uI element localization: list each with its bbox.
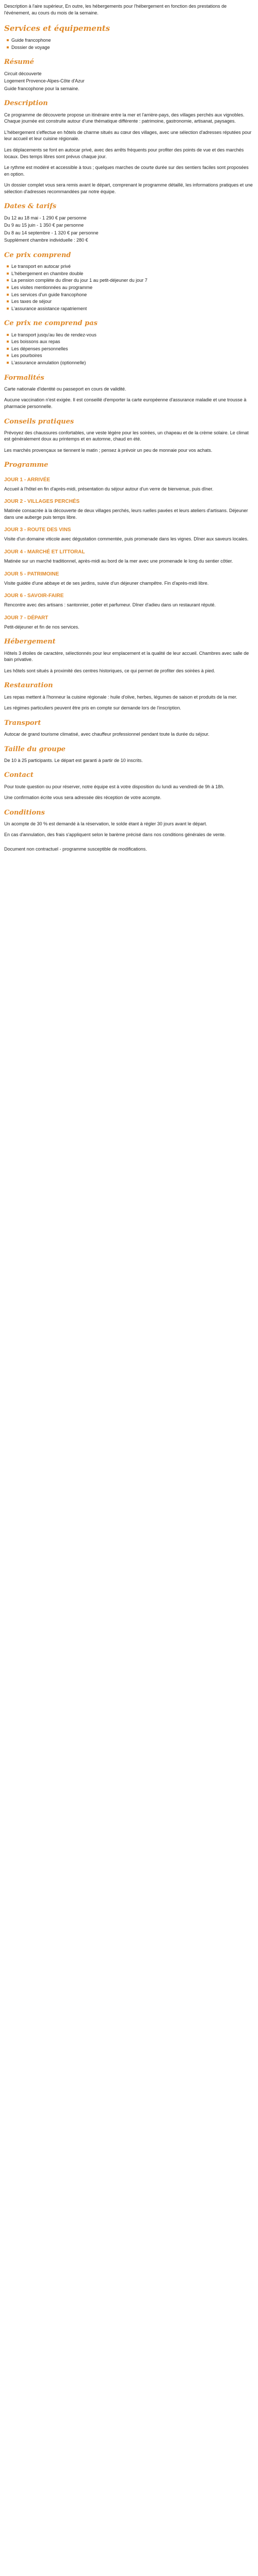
dates-title: Dates & tarifs xyxy=(4,202,57,211)
day-heading: JOUR 5 - PATRIMOINE xyxy=(4,571,59,577)
paragraph: Le rythme est modéré et accessible à tous ; quelques marches de courte durée sur des sentiers faciles sont proposées en option. xyxy=(4,165,249,177)
programme-title: Programme xyxy=(4,461,49,469)
day-heading: JOUR 7 - DÉPART xyxy=(4,615,49,621)
list-item: Le transport jusqu'au lieu de rendez-vous xyxy=(11,332,254,338)
paragraph: Ce programme de découverte propose un itinéraire entre la mer et l'arrière-pays, des villages perchés aux vignobles. Chaque journée est construite autour d'une thématique différente : patrimoine, gastronomie, artisanat, paysages. xyxy=(4,112,245,124)
day-text: Visite d'un domaine viticole avec dégustation commentée, puis promenade dans les vignes. Dîner aux saveurs locales. xyxy=(4,536,249,542)
paragraph: Du 9 au 15 juin - 1 350 € par personne xyxy=(4,223,84,228)
paragraph: Pour toute question ou pour réserver, notre équipe est à votre disposition du lundi au vendredi de 9h à 18h. xyxy=(4,784,224,789)
day-heading: JOUR 3 - ROUTE DES VINS xyxy=(4,527,71,533)
paragraph: De 10 à 25 participants. Le départ est garanti à partir de 10 inscrits. xyxy=(4,757,143,763)
list-item: Les boissons aux repas xyxy=(11,338,254,345)
list-item: La pension complète du dîner du jour 1 au petit-déjeuner du jour 7 xyxy=(11,277,254,284)
list-item: Les taxes de séjour xyxy=(11,298,254,305)
description-title: Description xyxy=(4,99,48,108)
day-heading: JOUR 6 - SAVOIR-FAIRE xyxy=(4,593,64,599)
paragraph: Hôtels 3 étoiles de caractère, sélectionnés pour leur emplacement et la qualité de leur accueil. Chambres avec salle de bain privative. xyxy=(4,650,249,663)
paragraph: Autocar de grand tourisme climatisé, avec chauffeur professionnel pendant toute la durée du séjour. xyxy=(4,731,209,737)
compris-title: Ce prix comprend xyxy=(4,251,71,260)
paragraph: Guide francophone pour la semaine. xyxy=(4,86,79,91)
day-text: Matinée sur un marché traditionnel, après-midi au bord de la mer avec une promenade le long du sentier côtier. xyxy=(4,558,233,564)
paragraph: Prévoyez des chaussures confortables, une veste légère pour les soirées, un chapeau et de la crème solaire. Le climat est généralement doux au printemps et en automne, chaud en été. xyxy=(4,430,249,442)
services-title: Services et équipements xyxy=(4,24,110,33)
day-text: Accueil à l'hôtel en fin d'après-midi, présentation du séjour autour d'un verre de bienvenue, puis dîner. xyxy=(4,486,214,492)
list-item: Le transport en autocar privé xyxy=(11,263,254,270)
formalites-title: Formalités xyxy=(4,374,44,382)
list-item: Les visites mentionnées au programme xyxy=(11,284,254,291)
paragraph: Supplément chambre individuelle : 280 € xyxy=(4,238,88,243)
bienvenue-title: Résumé xyxy=(4,58,34,66)
page xyxy=(0,0,258,862)
restauration-title: Restauration xyxy=(4,682,53,690)
conseils-title: Conseils pratiques xyxy=(4,417,74,426)
list-item: L'assurance annulation (optionnelle) xyxy=(11,360,254,366)
day-heading: JOUR 4 - MARCHÉ ET LITTORAL xyxy=(4,549,85,555)
noncompris-list xyxy=(4,332,254,366)
list-item: Dossier de voyage xyxy=(11,44,254,51)
day-text: Petit-déjeuner et fin de nos services. xyxy=(4,624,79,630)
paragraph: Aucune vaccination n'est exigée. Il est conseillé d'emporter la carte européenne d'assurance maladie et une trousse à pharmacie personnelle. xyxy=(4,397,247,409)
paragraph: En cas d'annulation, des frais s'appliquent selon le barème précisé dans nos conditions générales de vente. xyxy=(4,832,226,838)
paragraph: Du 12 au 18 mai - 1 290 € par personne xyxy=(4,215,87,221)
day-text: Matinée consacrée à la découverte de deux villages perchés, leurs ruelles pavées et leurs ateliers d'artisans. Déjeuner dans une auberge puis temps libre. xyxy=(4,508,248,520)
paragraph: Un dossier complet vous sera remis avant le départ, comprenant le programme détaillé, les informations pratiques et une sélection d'adresses recommandées par notre équipe. xyxy=(4,182,253,194)
paragraph: Un acompte de 30 % est demandé à la réservation, le solde étant à régler 30 jours avant le départ. xyxy=(4,821,207,826)
day-text: Visite guidée d'une abbaye et de ses jardins, suivie d'un déjeuner champêtre. Fin d'après-midi libre. xyxy=(4,580,209,586)
noncompris-title: Ce prix ne comprend pas xyxy=(4,319,98,328)
paragraph: Logement Provence-Alpes-Côte d'Azur xyxy=(4,78,85,84)
list-item: Les pourboires xyxy=(11,352,254,359)
paragraph: Les déplacements se font en autocar privé, avec des arrêts fréquents pour profiter des points de vue et des marchés locaux. Des temps libres sont prévus chaque jour. xyxy=(4,147,244,159)
list-item: L'assurance assistance rapatriement xyxy=(11,306,254,312)
footer-text: Document non contractuel - programme susceptible de modifications. xyxy=(4,846,147,852)
conditions-title: Conditions xyxy=(4,808,45,817)
day-heading: JOUR 1 - ARRIVÉE xyxy=(4,477,51,483)
programme-list xyxy=(4,477,254,631)
day-heading: JOUR 2 - VILLAGES PERCHÉS xyxy=(4,499,80,505)
paragraph: Les repas mettent à l'honneur la cuisine régionale : huile d'olive, herbes, légumes de saison et produits de la mer. xyxy=(4,694,237,700)
list-item: Les dépenses personnelles xyxy=(11,346,254,352)
transport-title: Transport xyxy=(4,719,41,727)
paragraph: Une confirmation écrite vous sera adressée dès réception de votre acompte. xyxy=(4,795,162,801)
paragraph: Circuit découverte xyxy=(4,71,42,76)
paragraph: Les hôtels sont situés à proximité des centres historiques, ce qui permet de profiter des soirées à pied. xyxy=(4,668,215,673)
paragraph: Du 8 au 14 septembre - 1 320 € par personne xyxy=(4,230,99,235)
hebergement-title: Hébergement xyxy=(4,638,56,646)
groupe-title: Taille du groupe xyxy=(4,745,66,753)
services-list xyxy=(4,37,254,50)
list-item: Les services d'un guide francophone xyxy=(11,292,254,298)
day-text: Rencontre avec des artisans : santonnier, potier et parfumeur. Dîner d'adieu dans un restaurant réputé. xyxy=(4,602,216,608)
list-item: L'hébergement en chambre double xyxy=(11,270,254,277)
paragraph: L'hébergement s'effectue en hôtels de charme situés au cœur des villages, avec une sélection d'adresses réputées pour leur accueil et leur cuisine régionale. xyxy=(4,129,252,142)
intro-text: Description à l'aire supérieur, En outre, les hébergements pour l'hébergement en fonction des prestations de l'événement, au cours du mois de la semaine. xyxy=(4,4,227,15)
paragraph: Les régimes particuliers peuvent être pris en compte sur demande lors de l'inscription. xyxy=(4,705,181,711)
contact-title: Contact xyxy=(4,771,34,779)
compris-list xyxy=(4,263,254,312)
paragraph: Carte nationale d'identité ou passeport en cours de validité. xyxy=(4,386,126,392)
list-item: Guide francophone xyxy=(11,37,254,44)
paragraph: Les marchés provençaux se tiennent le matin ; pensez à prévoir un peu de monnaie pour vos achats. xyxy=(4,447,213,453)
